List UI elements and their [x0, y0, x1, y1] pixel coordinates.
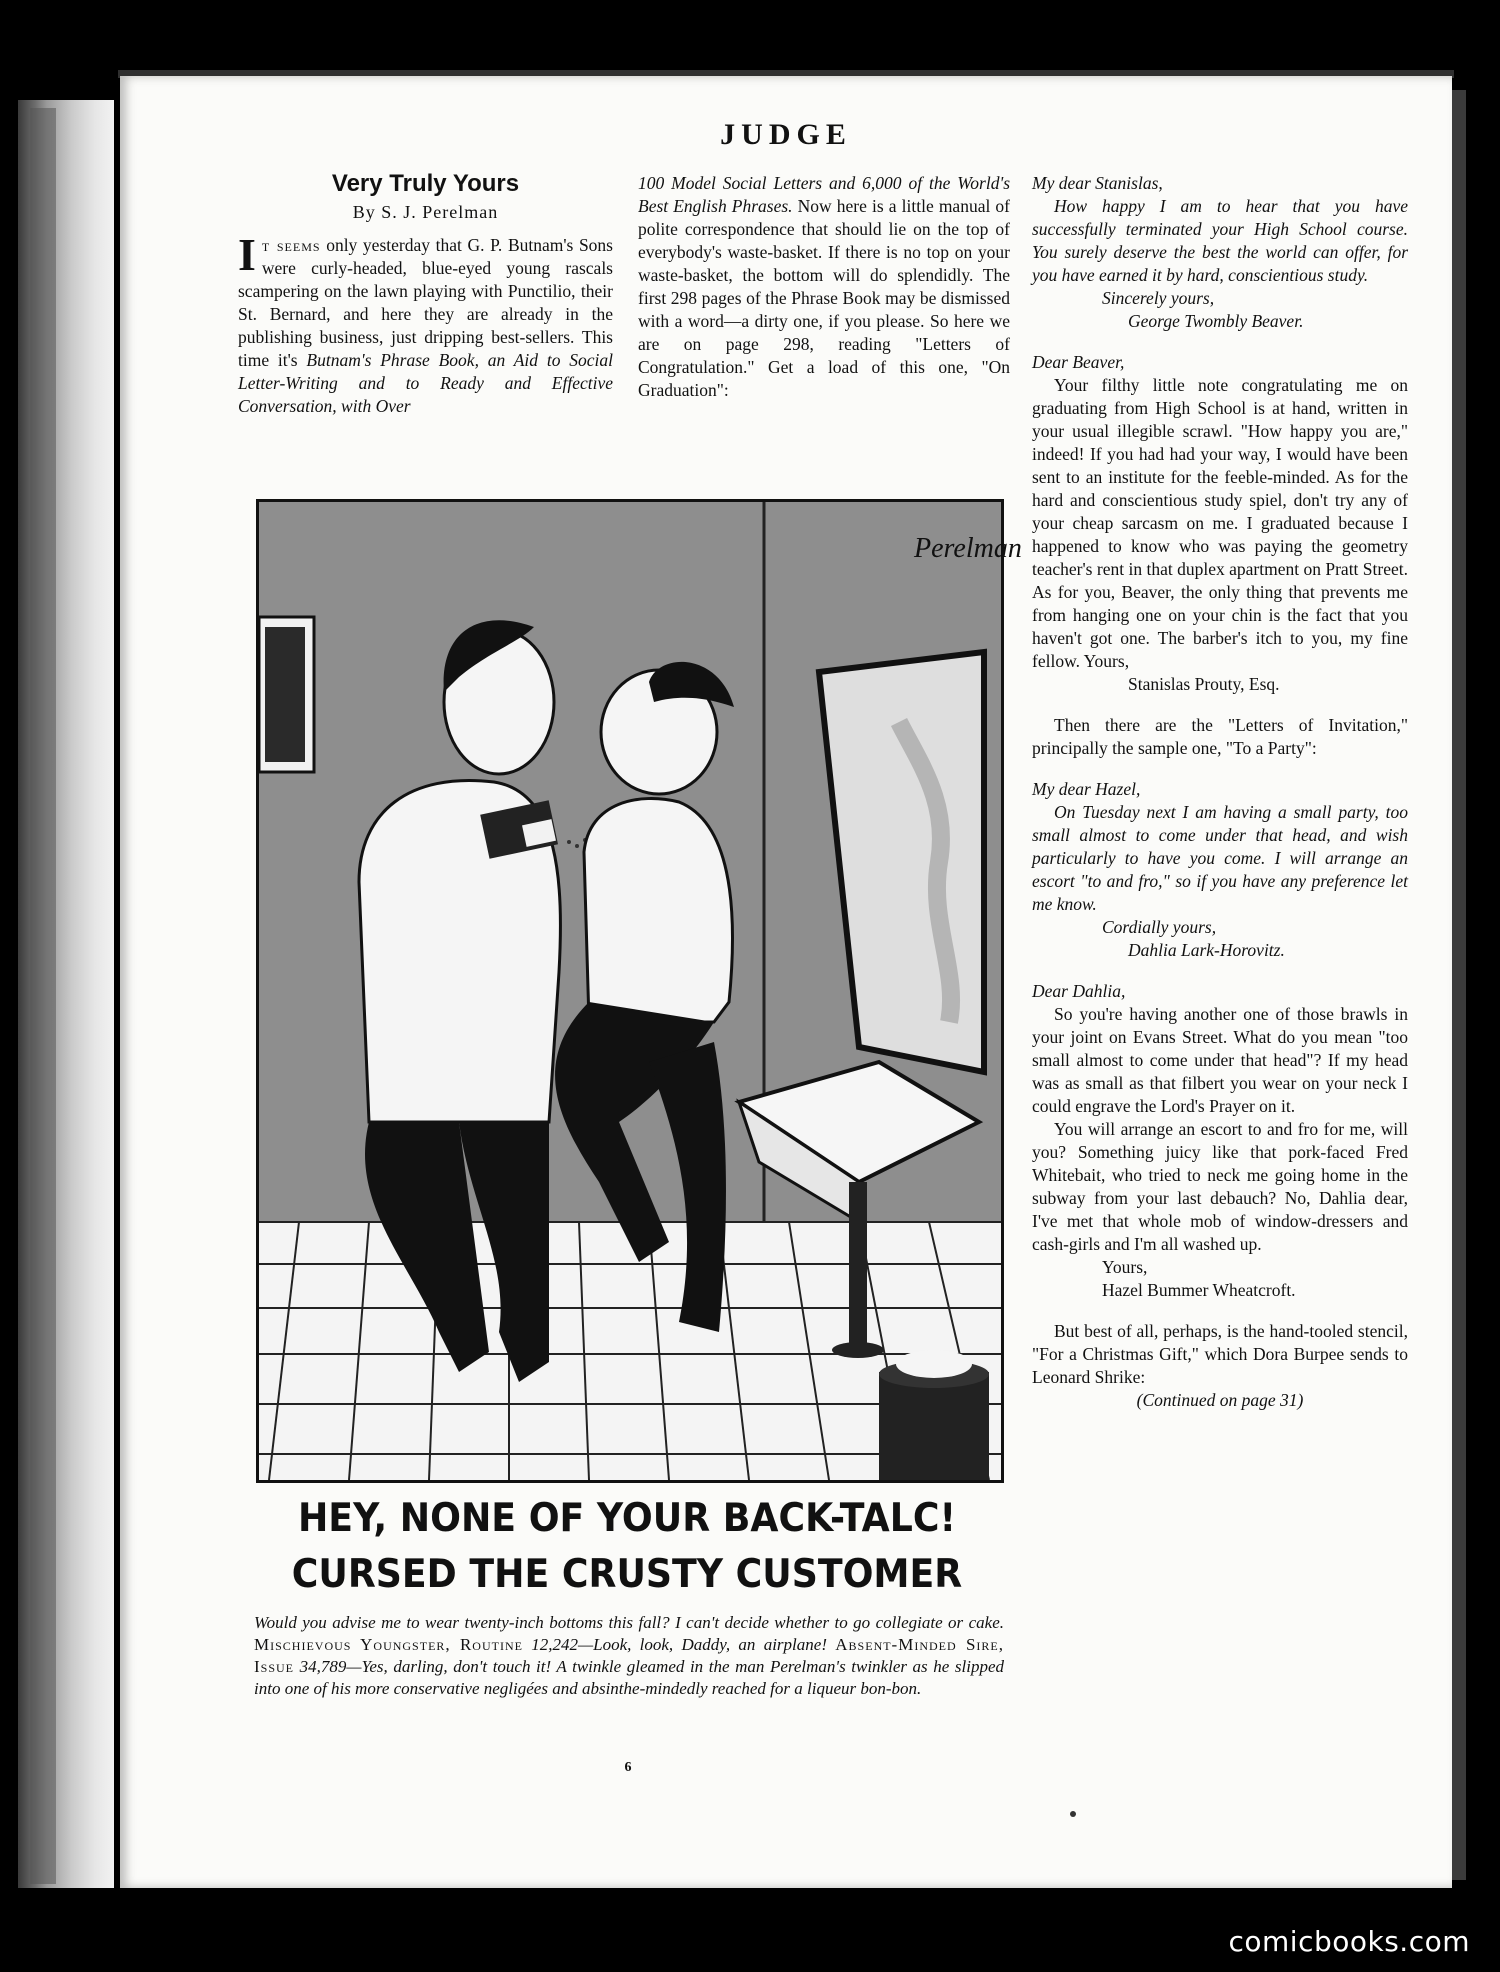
headline-line2: CURSED THE CRUSTY CUSTOMER [291, 1552, 963, 1597]
phrase-book-text: Now here is a little manual of polite correspondence that should lie on the top of everybody's waste-basket. If there is no top on your waste-basket, the bottom will do splendidly. The first 298 pages of the Phrase Book may be dismissed with a word—a dirty one, if you please. So here we are on page 298, reading "Letters of Congratulation." Get a load of this one, "On Graduation": [638, 196, 1010, 400]
final-paragraph: But best of all, perhaps, is the hand-tooled stencil, "For a Christmas Gift," which Dora Burpee sends to Leonard Shrike: [1032, 1321, 1408, 1387]
spine-shadow [30, 108, 56, 1884]
book-title-part2: 100 Model Social Letters and 6,000 of the World's Best English Phrases. [638, 173, 1010, 216]
letter4-salutation: Dear Dahlia, [1032, 981, 1126, 1001]
letter4-body1: So you're having another one of those brawls in your joint on Evans Street. What do you mean "too small almost to come under that head"? If my head was as small as that filbert you wear on your neck I could engrave the Lord's Prayer on it. [1032, 1004, 1408, 1116]
headline-line1: HEY, NONE OF YOUR BACK-TALC! [297, 1496, 957, 1541]
opening-paragraph [238, 229, 614, 418]
letter1-signature: George Twombly Beaver. [1128, 311, 1304, 331]
masthead: JUDGE [720, 118, 852, 151]
letter1-body: How happy I am to hear that you have successfully terminated your High School course. You surely deserve the best the world can offer, for you have earned it by hard, conscientious study. [1032, 196, 1408, 285]
article-title: Very Truly Yours [331, 170, 520, 197]
ink-speck [1070, 1811, 1076, 1817]
magazine-page [120, 76, 1452, 1888]
opening-text: only yesterday that G. P. Butnam's Sons were curly-headed, blue-eyed young rascals scampering on the lawn playing with Punctilio, their St. Bernard, and here they are already in the publishing business, just dripping best-sellers. This time it's [238, 235, 613, 370]
letter3-signature: Dahlia Lark-Horovitz. [1128, 940, 1285, 960]
letter1-salutation: My dear Stanislas, [1032, 173, 1163, 193]
letter3-closing: Cordially yours, [1102, 917, 1217, 937]
barbershop-cartoon [259, 502, 1022, 1480]
column-2 [638, 172, 1010, 402]
letter2-body: Your filthy little note congratulating me on graduating from High School is at hand, written in your usual illegible scrawl. "How happy you are," indeed! If you had had your way, I would have been sent to an institute for the feeble-minded. As for the hard and conscientious study spiel, don't try any of your cheap sarcasm on me. I graduated because I happened to know who was paying the geometry teacher's rent in that duplex apartment on Pratt Street. As for you, Beaver, the only thing that prevents me from hanging one on your chin is the fact that you haven't got one. The barber's itch to you, my fine fellow. Yours, [1032, 375, 1408, 671]
lead-in: t seems [261, 235, 321, 255]
letter2-salutation: Dear Beaver, [1032, 352, 1125, 372]
page-right-edge [1452, 90, 1466, 1880]
column-3 [1032, 172, 1408, 1412]
column-1 [238, 172, 613, 418]
continued-note: (Continued on page 31) [1136, 1390, 1304, 1410]
artist-signature: Perelman [914, 533, 1022, 564]
book-title-part1: Butnam's Phrase Book, an Aid to Social Letter-Writing and to Ready and Effective Conversation, with Over [238, 350, 614, 416]
article-byline: By S. J. Perelman [352, 202, 499, 222]
drop-cap: I [238, 229, 256, 280]
letter1-closing: Sincerely yours, [1102, 288, 1215, 308]
watermark: comicbooks.com [1228, 1925, 1470, 1958]
letter4-body2: You will arrange an escort to and fro for me, will you? Something juicy like that pork-faced Fred Whitebait, who tried to neck me going home in the subway from your last debauch? No, Dahlia dear, I've met that whole mob of window-dressers and cash-girls and I'm all washed up. [1032, 1119, 1408, 1254]
cartoon-caption: Would you advise me to wear twenty-inch bottoms this fall? I can't decide whether to go collegiate or cake. Mischievous Youngster, Routine 12,242—Look, look, Daddy, an airplane! Absent-Minded Sire, Issue 34,789—Yes, darling, don't touch it! A twinkle gleamed in the man Perelman's twinkler as he slipped into one of his more conservative negligées and absinthe-mindedly reached for a liqueur bon-bon. [254, 1613, 1004, 1698]
invitation-intro: Then there are the "Letters of Invitation," principally the sample one, "To a Party": [1032, 715, 1408, 758]
letter3-salutation: My dear Hazel, [1032, 779, 1141, 799]
letter2-signature: Stanislas Prouty, Esq. [1128, 674, 1280, 694]
cartoon-illustration [256, 499, 1022, 1483]
letter4-closing: Yours, [1102, 1257, 1148, 1277]
letter4-signature: Hazel Bummer Wheatcroft. [1102, 1280, 1296, 1300]
letter3-body: On Tuesday next I am having a small party, too small almost to come under that head, and wish particularly to have you come. I will arrange an escort "to and fro," so if you have any preference let me know. [1032, 802, 1408, 914]
page-number: 6 [624, 1760, 632, 1775]
